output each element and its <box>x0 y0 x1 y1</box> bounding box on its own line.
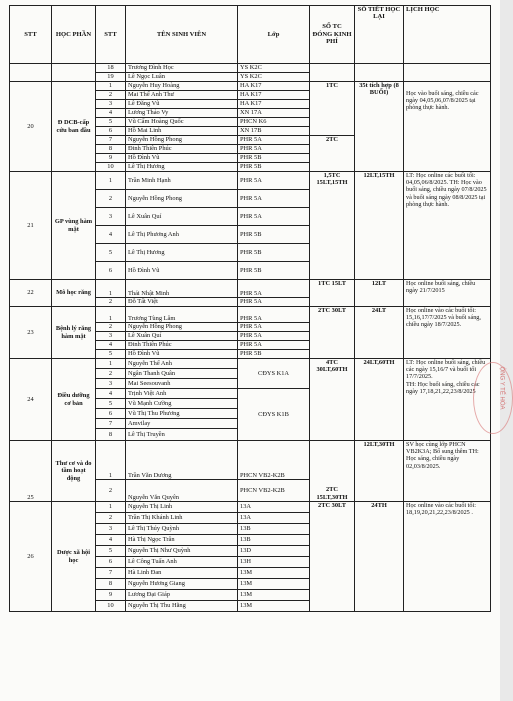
group-stt: 20 <box>10 82 52 172</box>
schedule-text: Học online buổi sáng, chiều ngày 21/7/2015 <box>404 280 491 307</box>
table-row: 8 Đinh Thiên Phúc PHR 5A <box>10 145 491 154</box>
schedule-text: LT: Học online buổi sáng, chiều các ngày 15,16/7 và buổi tối 17/7/2025. <box>406 359 486 381</box>
course-name: Điều dưỡng cơ bản <box>52 359 96 441</box>
table-row: 5 Vũ Mạnh Cường <box>10 399 491 409</box>
stamp-text: ỘNG Y TẾ HÒA <box>498 366 505 410</box>
course-name: Bệnh lý răng hàm mặt <box>52 307 96 359</box>
table-row: 2 Trần Thị Khánh Linh 13A <box>10 513 491 524</box>
table-row: 2 Nguyễn Hồng Phong PHR 5A <box>10 323 491 332</box>
table-row: 3 Lê Thị Thúy Quỳnh 13B <box>10 524 491 535</box>
header-class: Lớp <box>238 6 310 64</box>
table-row: 7 Amvilay <box>10 419 491 429</box>
table-row: 5 Hồ Đình Vũ PHR 5B <box>10 350 491 359</box>
table-row: 4 Lương Thảo Vy XN 17A <box>10 109 491 118</box>
table-row: 2 Ngân Thanh Quân <box>10 369 491 379</box>
course-name: Thư cơ và đo tầm hoạt động <box>52 441 96 502</box>
retake-periods: 24LT,60TH <box>355 359 404 441</box>
table-row: 7 Hà Linh Đan 13M <box>10 568 491 579</box>
class-cell: CĐYS K1A <box>238 359 310 389</box>
table-row: 20 Đ DCB-cấp cứu ban đầu 1 Nguyễn Huy Hoàng HA K17 1TC 35t tích hợp (8 BUỔI) Học vào buổi sáng, chiều các ngày 04,05,06,07/8/2025 tại phòng thực hành. <box>10 82 491 91</box>
red-seal-stamp <box>473 362 513 434</box>
table-row: 3 Mai Seesouvanh <box>10 379 491 389</box>
header-student-name: TÊN SINH VIÊN <box>126 6 238 64</box>
class-cell: CĐYS K1B <box>238 389 310 441</box>
credits: 2TC 30LT <box>310 307 355 359</box>
table-row: 25 Thư cơ và đo tầm hoạt động 1 Trần Văn Dương PHCN VB2-K2B 2TC 15LT,30TH 12LT,30TH SV học cùng lớp PHCN VB2K3A; Bổ sung thêm TH: Học sáng, chiều ngày 02,03/8/2025. <box>10 441 491 480</box>
course-name: Mô học răng <box>52 280 96 307</box>
credits: 1TC 15LT <box>310 280 355 307</box>
group-stt: 23 <box>10 307 52 359</box>
table-row: 3 Lê Xuân Quí PHR 5A <box>10 208 491 226</box>
table-row: 24 Điều dưỡng cơ bản 1 Nguyễn Thế Anh CĐYS K1A 4TC 30LT,60TH 24LT,60TH LT: Học online buổi sáng, chiều các ngày 15,16/7 và buổi tối 17/7/2025. TH: Học buổi sáng, chiều các ngày 17,18,21,22,23/8/2025 <box>10 359 491 369</box>
table-row: 18 Trương Đình Học YS K2C <box>10 64 491 73</box>
course-name: GP vùng hàm mặt <box>52 172 96 280</box>
credits: 2TC <box>310 136 355 172</box>
schedule-text: Học online vào các buổi tối: 18,19,20,21,22,23/8/2025 . <box>404 502 491 612</box>
table-row: 9 Lương Đại Giáp 13M <box>10 590 491 601</box>
table-row: 6 Lê Công Tuấn Anh 13H <box>10 557 491 568</box>
table-row: 26 Dược xã hội học 1 Nguyễn Thị Linh 13A 2TC 30LT 24TH Học online vào các buổi tối: 18,19,20,21,22,23/8/2025 . <box>10 502 491 513</box>
retake-periods: 35t tích hợp (8 BUỔI) <box>355 82 404 172</box>
table-row: 6 Vũ Thị Thu Phương <box>10 409 491 419</box>
group-stt: 24 <box>10 359 52 441</box>
table-row: 8 Nguyễn Hương Giang 13M <box>10 579 491 590</box>
credits: 1,5TC 15LT,15TH <box>310 172 355 280</box>
table-row: 4 Trịnh Việt Anh CĐYS K1B <box>10 389 491 399</box>
header-credits: SỐ TC ĐÓNG KINH PHÍ <box>310 6 355 64</box>
table-row: 4 Đinh Thiên Phúc PHR 5A <box>10 341 491 350</box>
table-row: 2 Nguyễn Hồng Phong PHR 5A <box>10 190 491 208</box>
table-row: 4 Hà Thị Ngọc Trân 13B <box>10 535 491 546</box>
header-retake-periods: SỐ TIẾT HỌC LẠI <box>355 6 404 64</box>
credits: 2TC 15LT,30TH <box>310 441 355 502</box>
table-row: 5 Lê Thị Hương PHR 5B <box>10 244 491 262</box>
retake-periods: 12LT,15TH <box>355 172 404 280</box>
table-row: 10 Lê Thị Hương PHR 5B <box>10 163 491 172</box>
retake-periods: 12LT,30TH <box>355 441 404 502</box>
table-row: 8 Lê Thị Truyền <box>10 429 491 441</box>
credits: 1TC <box>310 82 355 136</box>
course-name: Đ DCB-cấp cứu ban đầu <box>52 82 96 172</box>
table-row: 4 Lê Thị Phương Anh PHR 5B <box>10 226 491 244</box>
schedule-text: Học vào buổi sáng, chiều các ngày 04,05,06,07/8/2025 tại phòng thực hành. <box>404 82 491 172</box>
schedule-text: Học online vào các buổi tối: 15,16,17/7/2025 và buổi sáng, chiều ngày 18/7/2025. <box>404 307 491 359</box>
credits: 4TC 30LT,60TH <box>310 359 355 441</box>
header-schedule: LỊCH HỌC <box>404 6 491 64</box>
schedule-text: SV học cùng lớp PHCN VB2K3A; Bổ sung thêm TH: Học sáng, chiều ngày 02,03/8/2025. <box>404 441 491 502</box>
retake-periods: 24TH <box>355 502 404 612</box>
table-row: 3 Lê Xuân Quí PHR 5A <box>10 332 491 341</box>
table-row: 21 GP vùng hàm mặt 1 Trần Minh Hạnh PHR 5A 1,5TC 15LT,15TH 12LT,15TH LT: Học online các buổi tối: 04,05,06/8/2025. TH: Học vào buổi sáng, chiều ngày 07/8/2025 và buổi sáng ngày 08/8/2025 tại phòng thực hành. <box>10 172 491 190</box>
group-stt: 21 <box>10 172 52 280</box>
retake-periods: 12LT <box>355 280 404 307</box>
table-row: 2 Mai Thế Anh Thư HA K17 <box>10 91 491 100</box>
table-row: 9 Hồ Đình Vũ PHR 5B <box>10 154 491 163</box>
table-row: 6 Hồ Đình Vũ PHR 5B <box>10 262 491 280</box>
table-row: 6 Hồ Mai Linh XN 17B <box>10 127 491 136</box>
header-course: HỌC PHẦN <box>52 6 96 64</box>
table-row: 19 Lê Ngọc Luân YS K2C <box>10 73 491 82</box>
retake-periods: 24LT <box>355 307 404 359</box>
group-stt: 22 <box>10 280 52 307</box>
retake-schedule-table <box>9 5 491 612</box>
table-row: 3 Lê Đăng Vũ HA K17 <box>10 100 491 109</box>
header-row <box>10 6 491 64</box>
table-row: 5 Vũ Cẩm Hoàng Quốc PHCN K6 <box>10 118 491 127</box>
group-stt: 26 <box>10 502 52 612</box>
header-stt: STT <box>10 6 52 64</box>
credits: 2TC 30LT <box>310 502 355 612</box>
table-row: 23 Bệnh lý răng hàm mặt 1 Trương Tùng Lâm PHR 5A 2TC 30LT 24LT Học online vào các buổi tối: 15,16,17/7/2025 và buổi sáng, chiều ngày 18/7/2025. <box>10 307 491 323</box>
table-row: 22 Mô học răng 1 Thái Nhật Minh PHR 5A 1TC 15LT 12LT Học online buổi sáng, chiều ngày 21/7/2015 <box>10 280 491 298</box>
schedule-text: TH: Học buổi sáng, chiều các ngày 17,18,21,22,23/8/2025 <box>406 380 480 395</box>
table-row: 7 Nguyễn Hồng Phong PHR 5A 2TC <box>10 136 491 145</box>
table-row: 2 Nguyễn Văn Quyên PHCN VB2-K2B <box>10 480 491 502</box>
schedule-text: LT: Học online các buổi tối: 04,05,06/8/2025. TH: Học vào buổi sáng, chiều ngày 07/8/2025 và buổi sáng ngày 08/8/2025 tại phòng thực hành. <box>404 172 491 280</box>
table-row: 2 Đỗ Tất Việt PHR 5A <box>10 298 491 307</box>
header-stt-student: STT <box>96 6 126 64</box>
course-name: Dược xã hội học <box>52 502 96 612</box>
group-stt: 25 <box>10 441 52 502</box>
table-row: 10 Nguyễn Thị Thu Hằng 13M <box>10 601 491 612</box>
table-row: 5 Nguyễn Thị Như Quỳnh 13D <box>10 546 491 557</box>
